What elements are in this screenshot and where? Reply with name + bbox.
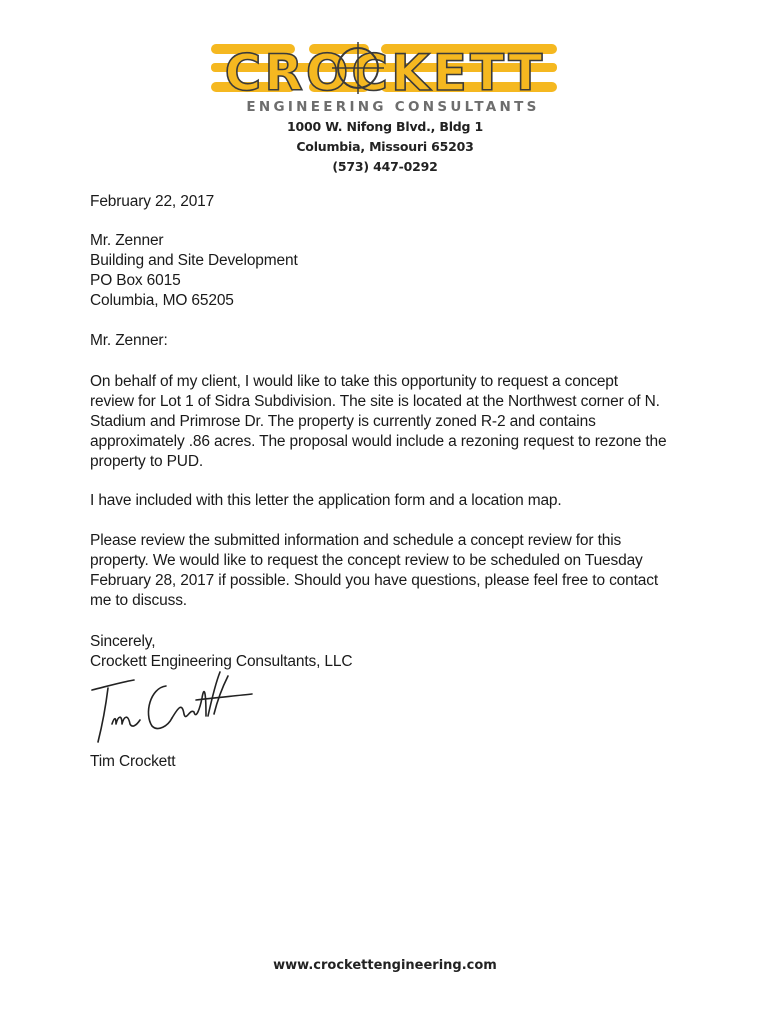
recipient-city: Columbia, MO 65205	[90, 292, 234, 309]
paragraph-line: property. We would like to request the concept review to be scheduled on Tuesday	[90, 552, 643, 569]
recipient-name: Mr. Zenner	[90, 232, 164, 249]
recipient-po-box: PO Box 6015	[90, 272, 181, 289]
recipient-department: Building and Site Development	[90, 252, 298, 269]
paragraph-line: Please review the submitted information and schedule a concept review for this	[90, 532, 622, 549]
paragraph-line: February 28, 2017 if possible. Should you have questions, please feel free to contact	[90, 572, 659, 589]
svg-text:CROCKETT: CROCKETT	[224, 44, 546, 102]
paragraph-line: review for Lot 1 of Sidra Subdivision. The site is located at the Northwest corner of N.	[90, 393, 660, 410]
footer-website	[0, 958, 770, 973]
address-line-2: Columbia, Missouri 65203	[296, 139, 474, 154]
website-link[interactable]: www.crockettengineering.com	[273, 958, 497, 973]
phone-number: (573) 447-0292	[332, 159, 438, 174]
paragraph-line: property to PUD.	[90, 453, 204, 470]
paragraph-line: approximately .86 acres. The proposal would include a rezoning request to rezone the	[90, 433, 667, 450]
company-name: Crockett Engineering Consultants, LLC	[90, 653, 353, 670]
paragraph-line: me to discuss.	[90, 592, 187, 609]
company-address	[0, 117, 770, 177]
closing: Sincerely,	[90, 633, 156, 650]
paragraph-line: I have included with this letter the application form and a location map.	[90, 492, 562, 509]
salutation: Mr. Zenner:	[90, 332, 168, 349]
company-logo	[205, 34, 565, 116]
letter-date: February 22, 2017	[90, 193, 215, 210]
logo-tagline: ENGINEERING CONSULTANTS	[246, 99, 540, 115]
paragraph-line: On behalf of my client, I would like to take this opportunity to request a concept	[90, 373, 618, 390]
handwritten-signature	[88, 668, 258, 748]
logo-wordmark	[211, 42, 557, 102]
signer-name: Tim Crockett	[90, 753, 176, 770]
paragraph-line: Stadium and Primrose Dr. The property is currently zoned R-2 and contains	[90, 413, 596, 430]
address-line-1: 1000 W. Nifong Blvd., Bldg 1	[287, 119, 483, 134]
letterhead	[0, 34, 770, 177]
